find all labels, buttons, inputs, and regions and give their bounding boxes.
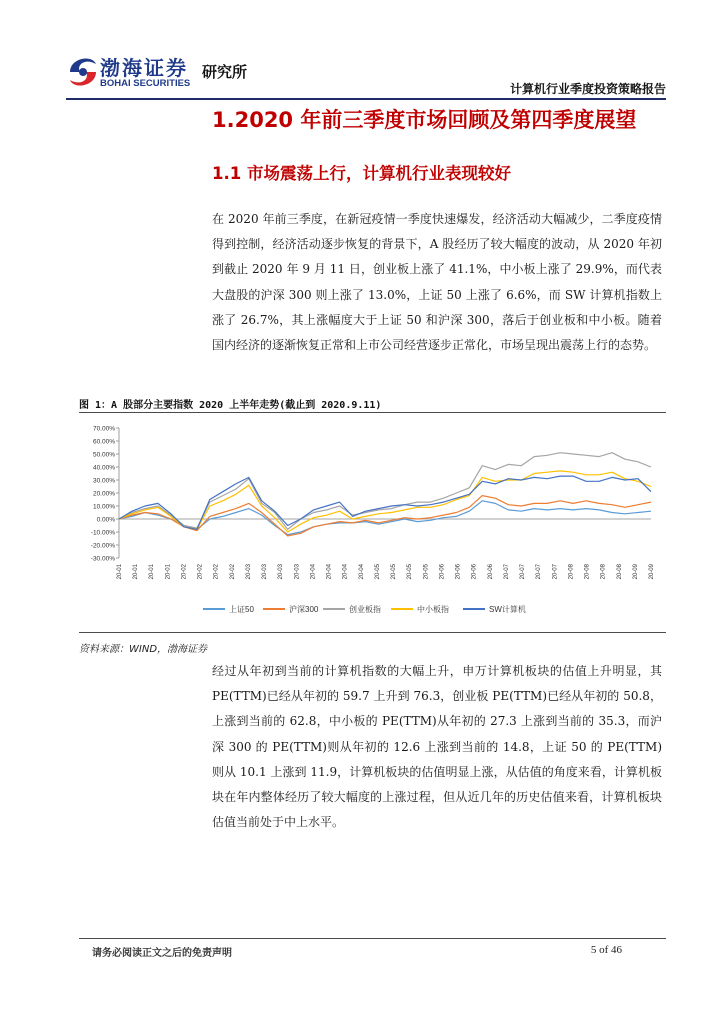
x-tick-label: 20-06 [487, 564, 494, 580]
x-tick-label: 20-05 [391, 564, 398, 580]
x-tick-label: 20-08 [600, 564, 607, 580]
x-tick-label: 20-03 [245, 564, 252, 580]
x-tick-label: 20-03 [294, 564, 301, 580]
x-tick-label: 20-04 [358, 564, 365, 580]
y-tick-label: 10.00% [92, 503, 115, 511]
figure-source: 资料来源：WIND，渤海证券 [79, 644, 208, 655]
x-tick-label: 20-01 [133, 564, 140, 580]
x-tick-label: 20-07 [552, 564, 559, 580]
legend-label: 中小板指 [417, 605, 449, 614]
y-tick-label: 20.00% [92, 490, 115, 498]
series-line-上证50 [119, 501, 651, 535]
x-tick-label: 20-03 [262, 564, 269, 580]
x-tick-label: 20-02 [213, 564, 220, 580]
figure-caption: 图 1：A 股部分主要指数 2020 上半年走势(截止到 2020.9.11) [79, 400, 382, 411]
y-tick-label: 40.00% [92, 464, 115, 472]
x-tick-label: 20-04 [326, 564, 333, 580]
x-tick-label: 20-01 [149, 564, 156, 580]
x-tick-label: 20-05 [407, 564, 414, 580]
body-paragraph-1: 在 2020 年前三季度，在新冠疫情一季度快速爆发，经济活动大幅减少，二季度疫情得到控制，经济活动逐步恢复的背景下，A 股经历了较大幅度的波动，从 2020 年初到截止 2020 年 9 月 11 日，创业板上涨了 41.1%，中小板上涨了 29.9%，而代表大盘股的沪深 300 则上涨了 13.0%，上证 50 上涨了 6.6%，而 SW 计算机指数上涨了 26.7%，其上涨幅度大于上证 50 和沪深 300，落后于创业板和中小板。随着国内经济的逐渐恢复正常和上市公司经营逐步正常化，市场呈现出震荡上行的态势。 [212, 212, 662, 353]
series-lines [119, 453, 651, 536]
figure-bottom-rule [79, 632, 666, 633]
y-axis [91, 426, 119, 563]
x-tick-label: 20-03 [278, 564, 285, 580]
x-tick-label: 20-01 [117, 564, 123, 580]
x-tick-label: 20-06 [439, 564, 446, 580]
legend-label: 沪深300 [289, 605, 319, 614]
y-tick-label: -10.00% [90, 529, 115, 537]
x-tick-label: 20-08 [584, 564, 591, 580]
x-tick-label: 20-02 [197, 564, 204, 580]
x-tick-label: 20-08 [568, 564, 575, 580]
x-tick-label: 20-08 [616, 564, 623, 580]
legend-label: 创业板指 [349, 605, 381, 614]
x-tick-label: 20-07 [520, 564, 527, 580]
x-tick-label: 20-04 [310, 564, 317, 580]
series-line-创业板指 [119, 453, 651, 530]
x-tick-label: 20-09 [632, 564, 639, 580]
footer-divider [79, 938, 666, 939]
footer-disclaimer: 请务必阅读正文之后的免责声明 [92, 948, 232, 959]
series-line-沪深300 [119, 496, 651, 536]
index-performance-chart [79, 414, 666, 630]
y-tick-label: -20.00% [90, 542, 115, 550]
department-name: 研究所 [202, 63, 248, 81]
logo-swoosh-icon [66, 50, 100, 94]
legend-label: SW计算机 [489, 605, 526, 614]
y-tick-label: 50.00% [92, 451, 115, 459]
x-tick-label: 20-07 [536, 564, 543, 580]
report-title: 计算机行业季度投资策略报告 [509, 82, 666, 96]
y-tick-label: 30.00% [92, 477, 115, 485]
legend-label: 上证50 [229, 605, 254, 614]
subsection-heading: 1.1 市场震荡上行，计算机行业表现较好 [212, 164, 511, 183]
x-tick-label: 20-07 [503, 564, 510, 580]
x-tick-label: 20-02 [229, 564, 236, 580]
x-tick-label: 20-09 [649, 564, 655, 580]
logo-chinese-name: 渤海证券 [100, 56, 188, 80]
header-divider [66, 98, 666, 100]
y-tick-label: 0.00% [96, 516, 115, 524]
y-tick-label: 60.00% [92, 438, 115, 446]
x-tick-label: 20-01 [165, 564, 172, 580]
x-tick-label: 20-06 [471, 564, 478, 580]
figure-top-rule [79, 412, 666, 413]
y-tick-label: -30.00% [90, 555, 115, 563]
page-number: 5 of 46 [590, 944, 622, 956]
x-tick-label: 20-02 [181, 564, 188, 580]
x-tick-label: 20-04 [342, 564, 349, 580]
logo-english-name: BOHAI SECURITIES [100, 78, 191, 89]
y-tick-label: 70.00% [92, 425, 115, 433]
x-tick-label: 20-05 [423, 564, 430, 580]
x-tick-label: 20-06 [455, 564, 462, 580]
chart-legend [203, 604, 526, 614]
section-heading: 1.2020 年前三季度市场回顾及第四季度展望 [212, 108, 637, 132]
body-paragraph-2: 经过从年初到当前的计算机指数的大幅上升，申万计算机板块的估值上升明显，其 PE(TTM)已经从年初的 59.7 上升到 76.3，创业板 PE(TTM)已经从年初的 50.8，上涨到当前的 62.8，中小板的 PE(TTM)从年初的 27.3 上涨到当前的 35.3，而沪深 300 的 PE(TTM)则从年初的 12.6 上涨到当前的 14.8，上证 50 的 PE(TTM)则从 10.1 上涨到 11.9，计算机板块的估值明显上涨，从估值的角度来看，计算机板块在年内整体经历了较大幅度的上涨过程，但从近几年的历史估值来看，计算机板块估值当前处于中上水平。 [212, 664, 662, 830]
x-tick-label: 20-05 [374, 564, 381, 580]
